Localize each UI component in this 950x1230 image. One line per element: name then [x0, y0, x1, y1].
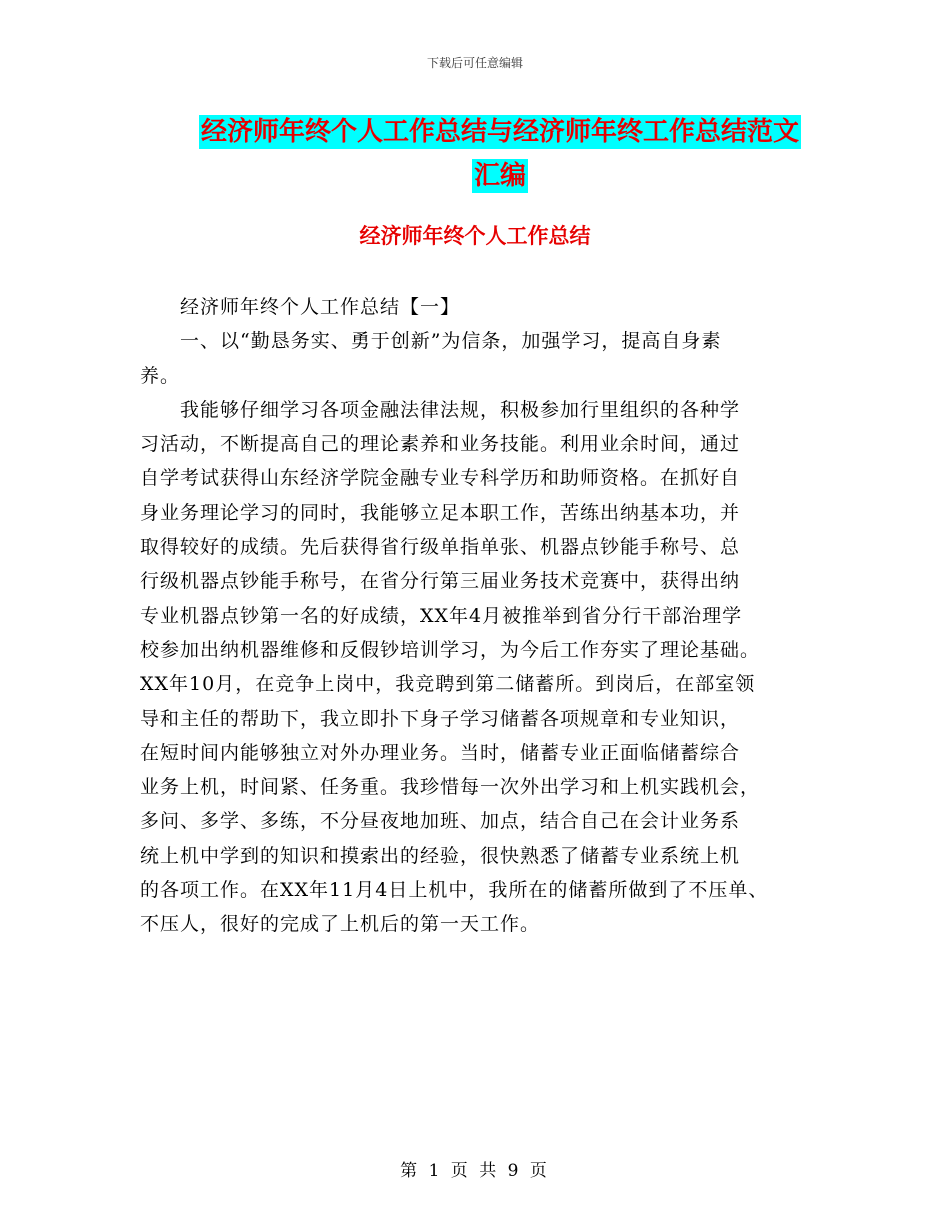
text-line: 专业机器点钞第一名的好成绩，XX年4月被推举到省分行干部治理学 [140, 604, 743, 627]
text-line: XX年10月，在竞争上岗中，我竞聘到第二储蓄所。到岗后，在部室领 [140, 673, 756, 696]
document-title-line-1: 经济师年终个人工作总结与经济师年终工作总结范文 [200, 117, 799, 147]
text-line: 统上机中学到的知识和摸索出的经验，很快熟悉了储蓄专业系统上机 [140, 844, 741, 867]
section-title: 经济师年终个人工作总结 [359, 224, 591, 248]
text-line: 取得较好的成绩。先后获得省行级单指单张、机器点钞能手称号、总 [140, 536, 741, 559]
text-line: 不压人，很好的完成了上机后的第一天工作。 [140, 913, 541, 936]
text-line: 行级机器点钞能手称号，在省分行第三届业务技术竞赛中，获得出纳 [140, 570, 741, 593]
document-title [140, 110, 860, 198]
text-line: 业务上机，时间紧、任务重。我珍惜每一次外出学习和上机实践机会， [140, 776, 761, 799]
text-line: 多问、多学、多练，不分昼夜地加班、加点，结合自己在会计业务系 [140, 810, 741, 833]
page-number-footer: 第 1 页 共 9 页 [400, 1161, 550, 1181]
text-line: 我能够仔细学习各项金融法律法规，积极参加行里组织的各种学 [140, 398, 741, 421]
header-note: 下载后可任意编辑 [426, 56, 523, 70]
text-line: 自学考试获得山东经济学院金融专业专科学历和助师资格。在抓好自 [140, 467, 741, 490]
body-text [140, 290, 820, 942]
text-line: 导和主任的帮助下，我立即扑下身子学习储蓄各项规章和专业知识， [140, 707, 741, 730]
text-line: 经济师年终个人工作总结【一】 [140, 296, 461, 318]
text-line: 在短时间内能够独立对外办理业务。当时，储蓄专业正面临储蓄综合 [140, 741, 741, 764]
text-line: 习活动，不断提高自己的理论素养和业务技能。利用业余时间，通过 [140, 433, 741, 456]
text-line: 养。 [140, 364, 181, 387]
text-line: 身业务理论学习的同时，我能够立足本职工作，苦练出纳基本功，并 [140, 501, 741, 524]
document-title-line-2: 汇编 [473, 161, 526, 191]
text-line: 的各项工作。在XX年11月4日上机中，我所在的储蓄所做到了不压单、 [140, 879, 769, 902]
text-line: 一、以“勤恳务实、勇于创新”为信条，加强学习，提高自身素 [140, 330, 722, 353]
text-line: 校参加出纳机器维修和反假钞培训学习，为今后工作夯实了理论基础。 [140, 638, 761, 661]
